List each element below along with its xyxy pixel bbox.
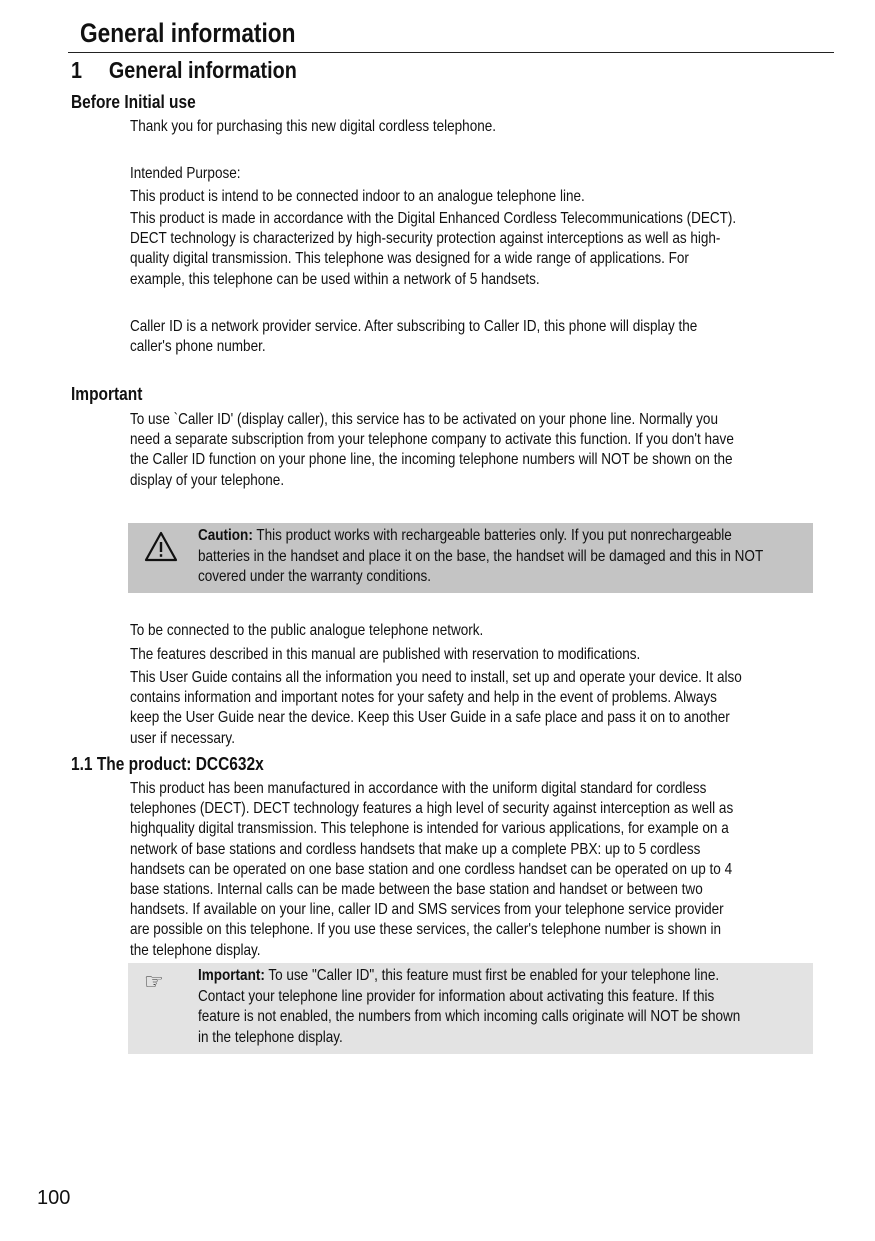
- important-note-box: [128, 963, 813, 1054]
- text-line: user if necessary.: [130, 729, 235, 747]
- important-first-line: To use "Caller ID", this feature must first be enabled for your telephone line.: [264, 967, 720, 984]
- important-note-text: [198, 966, 806, 1048]
- text-line: batteries in the handset and place it on the base, the handset will be damaged and this in NOT: [198, 547, 764, 565]
- intended-purpose-label: [130, 164, 815, 184]
- text-line: feature is not enabled, the numbers from which incoming calls originate will NOT be shown: [198, 1008, 741, 1026]
- text-line: handsets can be operated on one base station and one cordless handset can be operated on up to 4: [130, 860, 733, 878]
- text-line: quality digital transmission. This telephone was designed for a wide range of applications. For: [130, 250, 689, 268]
- text-line: Thank you for purchasing this new digital cordless telephone.: [130, 118, 497, 135]
- product-paragraph: [130, 779, 815, 961]
- text-line: This product has been manufactured in accordance with the uniform digital standard for cordless: [130, 780, 707, 797]
- caution-first-line: This product works with rechargeable batteries only. If you put nonrechargeable: [252, 527, 732, 544]
- important-label: Important:: [198, 967, 265, 984]
- text-line: are possible on this telephone. If you use these services, the caller's telephone number is shown in: [130, 921, 722, 939]
- text-line: the Caller ID function on your phone line, the incoming telephone numbers will NOT be shown on the: [130, 451, 733, 469]
- text-line: To use `Caller ID' (display caller), this service has to be activated on your phone line. Normally you: [130, 411, 718, 428]
- text-line: [198, 526, 732, 547]
- text-line: The features described in this manual are published with reservation to modifications.: [130, 646, 641, 663]
- caution-text: [198, 526, 806, 588]
- text-line: Intended Purpose:: [130, 165, 241, 182]
- intended-purpose-text: [130, 187, 815, 207]
- warning-triangle-icon: [144, 531, 178, 569]
- text-line: base stations. Internal calls can be made between the base station and handset or between two: [130, 881, 703, 899]
- text-line: in the telephone display.: [198, 1028, 343, 1046]
- text-line: keep the User Guide near the device. Keep this User Guide in a safe place and pass it on to another: [130, 709, 730, 727]
- header-divider: [68, 52, 834, 53]
- text-line: telephones (DECT). DECT technology features a high level of security against interception as well as: [130, 800, 734, 818]
- text-line: example, this telephone can be used within a network of 5 handsets.: [130, 270, 540, 288]
- section-heading-product: 1.1 The product: DCC632x: [71, 754, 264, 774]
- caution-box: [128, 523, 813, 593]
- text-line: caller's phone number.: [130, 338, 266, 356]
- caution-label: Caution:: [198, 527, 253, 544]
- text-line: Caller ID is a network provider service. After subscribing to Caller ID, this phone will display the: [130, 318, 698, 335]
- text-line: the telephone display.: [130, 941, 261, 959]
- text-line: need a separate subscription from your telephone company to activate this function. If you don't have: [130, 431, 734, 449]
- text-line: To be connected to the public analogue telephone network.: [130, 622, 484, 639]
- section-heading-important: Important: [71, 384, 143, 404]
- network-paragraph: [130, 621, 815, 641]
- text-line: handsets. If available on your line, caller ID and SMS services from your telephone service provider: [130, 901, 724, 919]
- text-line: Contact your telephone line provider for information about activating this feature. If this: [198, 987, 715, 1005]
- features-paragraph: [130, 645, 815, 665]
- text-line: This product is made in accordance with the Digital Enhanced Cordless Telecommunications (DECT).: [130, 210, 737, 227]
- text-line: network of base stations and cordless handsets that make up a complete PBX: up to 5 cordless: [130, 840, 701, 858]
- user-guide-paragraph: [130, 668, 815, 749]
- page-header: General information: [80, 18, 296, 48]
- section-heading-before-initial-use: Before Initial use: [71, 92, 196, 112]
- text-line: highquality digital transmission. This telephone is intended for various applications, for example on a: [130, 820, 729, 838]
- dect-paragraph: [130, 209, 815, 290]
- caller-id-paragraph: [130, 317, 815, 357]
- chapter-title-text: General information: [108, 57, 297, 83]
- chapter-title: [71, 57, 297, 84]
- page-number: 100: [37, 1187, 71, 1209]
- text-line: This User Guide contains all the information you need to install, set up and operate your device. It also: [130, 669, 742, 686]
- text-line: display of your telephone.: [130, 471, 285, 489]
- text-line: contains information and important notes for your safety and help in the event of problems. Always: [130, 689, 717, 707]
- text-line: covered under the warranty conditions.: [198, 568, 431, 586]
- important-paragraph: [130, 410, 815, 491]
- thanks-paragraph: [130, 117, 815, 137]
- pointing-hand-icon: ☞: [144, 969, 164, 994]
- text-line: [198, 966, 720, 987]
- text-line: DECT technology is characterized by high-security protection against interceptions as well as high-: [130, 230, 721, 248]
- chapter-number: 1: [71, 57, 83, 83]
- text-line: This product is intend to be connected indoor to an analogue telephone line.: [130, 188, 585, 205]
